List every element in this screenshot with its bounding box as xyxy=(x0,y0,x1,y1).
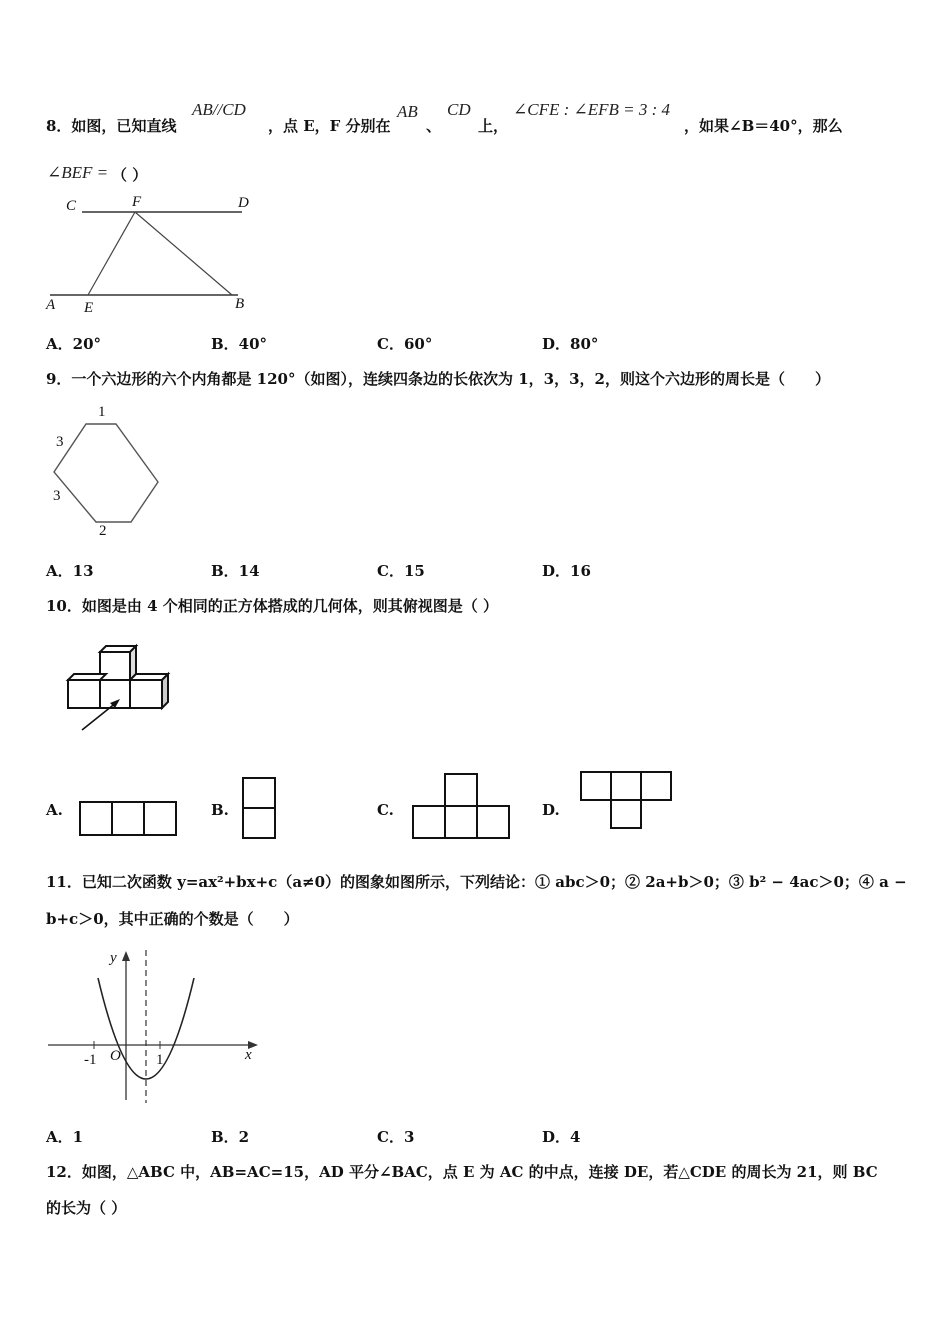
q11-line2: b+c＞0，其中正确的个数是（ ） xyxy=(46,910,299,928)
q11-line1: 11．已知二次函数 y=ax²+bx+c（a≠0）的图象如图所示，下列结论：① abc＞0；② 2a+b＞0；③ b² − 4ac＞0；④ a − xyxy=(46,873,907,891)
graph-label-neg1: -1 xyxy=(84,1052,97,1068)
q8-option-a[interactable]: A．20° xyxy=(46,335,102,353)
label-b: B xyxy=(235,296,245,312)
hex-label-top: 1 xyxy=(98,404,106,420)
q8-text3: 上， xyxy=(478,117,509,135)
q10-option-a-figure[interactable] xyxy=(79,801,179,837)
q8-math-bef: ∠BEF = xyxy=(47,163,109,182)
q9-text: 9．一个六边形的六个内角都是 120°（如图），连续四条边的长依次为 1，3，3，2，则这个六边形的周长是（ ） xyxy=(46,370,830,388)
q9-option-b[interactable]: B．14 xyxy=(211,562,260,580)
q9-option-c[interactable]: C．15 xyxy=(377,562,425,580)
q12-line1: 12．如图，△ABC 中，AB=AC=15，AD 平分∠BAC，点 E 为 AC 的中点，连接 DE，若△CDE 的周长为 21，则 BC xyxy=(46,1163,878,1181)
label-a: A xyxy=(46,297,56,313)
q8-option-c[interactable]: C．60° xyxy=(377,335,433,353)
q9-option-a[interactable]: A．13 xyxy=(46,562,94,580)
label-c: C xyxy=(66,198,77,214)
q10-cubes xyxy=(62,640,182,735)
hex-label-bottom: 2 xyxy=(99,523,107,539)
q8-text2: ，点 E，F 分别在 xyxy=(268,117,391,135)
graph-label-origin: O xyxy=(110,1048,121,1064)
q8-prefix: 8．如图，已知直线 xyxy=(46,117,177,135)
graph-label-x: x xyxy=(245,1047,252,1063)
segment-fb xyxy=(135,212,232,295)
q8-sep: 、 xyxy=(426,117,442,135)
q8-option-d[interactable]: D．80° xyxy=(542,335,599,353)
q9-figure xyxy=(46,402,161,542)
q10-option-d[interactable]: D. xyxy=(542,801,560,819)
q9-option-d[interactable]: D．16 xyxy=(542,562,591,580)
graph-label-y: y xyxy=(110,950,117,966)
q11-figure xyxy=(48,948,263,1108)
q11-parabola-graph xyxy=(48,948,263,1108)
q10-option-c[interactable]: C. xyxy=(377,801,394,819)
q8-text4: ，如果∠B＝40°，那么 xyxy=(684,117,843,135)
q8-math-ab: AB xyxy=(397,102,418,121)
q8-figure xyxy=(40,192,265,320)
hex-label-lower-left: 3 xyxy=(53,488,61,504)
q10-option-c-figure[interactable] xyxy=(412,773,512,841)
q9-hexagon xyxy=(46,402,161,542)
q11-option-b[interactable]: B．2 xyxy=(211,1128,250,1146)
label-f: F xyxy=(132,194,142,210)
q12-line2: 的长为（ ） xyxy=(46,1199,127,1217)
q8-math-parallel: AB//CD xyxy=(192,100,246,119)
q10-option-b[interactable]: B. xyxy=(211,801,229,819)
q8-math-ratio: ∠CFE : ∠EFB = 3 : 4 xyxy=(513,100,671,119)
q11-option-d[interactable]: D．4 xyxy=(542,1128,581,1146)
hex-label-upper-left: 3 xyxy=(56,434,64,450)
label-e: E xyxy=(84,300,94,316)
q11-option-a[interactable]: A．1 xyxy=(46,1128,84,1146)
q8-option-b[interactable]: B．40° xyxy=(211,335,268,353)
q10-option-a[interactable]: A. xyxy=(46,801,63,819)
q8-paren: （ ） xyxy=(112,166,148,184)
q10-option-b-figure[interactable] xyxy=(242,777,278,841)
hexagon-shape xyxy=(54,424,158,522)
graph-label-one: 1 xyxy=(156,1052,164,1068)
q10-text: 10．如图是由 4 个相同的正方体搭成的几何体，则其俯视图是（ ） xyxy=(46,597,498,615)
q8-math-cd: CD xyxy=(447,100,471,119)
q11-option-c[interactable]: C．3 xyxy=(377,1128,415,1146)
segment-fe xyxy=(88,212,135,295)
label-d: D xyxy=(238,195,249,211)
q10-option-d-figure[interactable] xyxy=(580,771,680,831)
q10-figure xyxy=(62,640,182,735)
